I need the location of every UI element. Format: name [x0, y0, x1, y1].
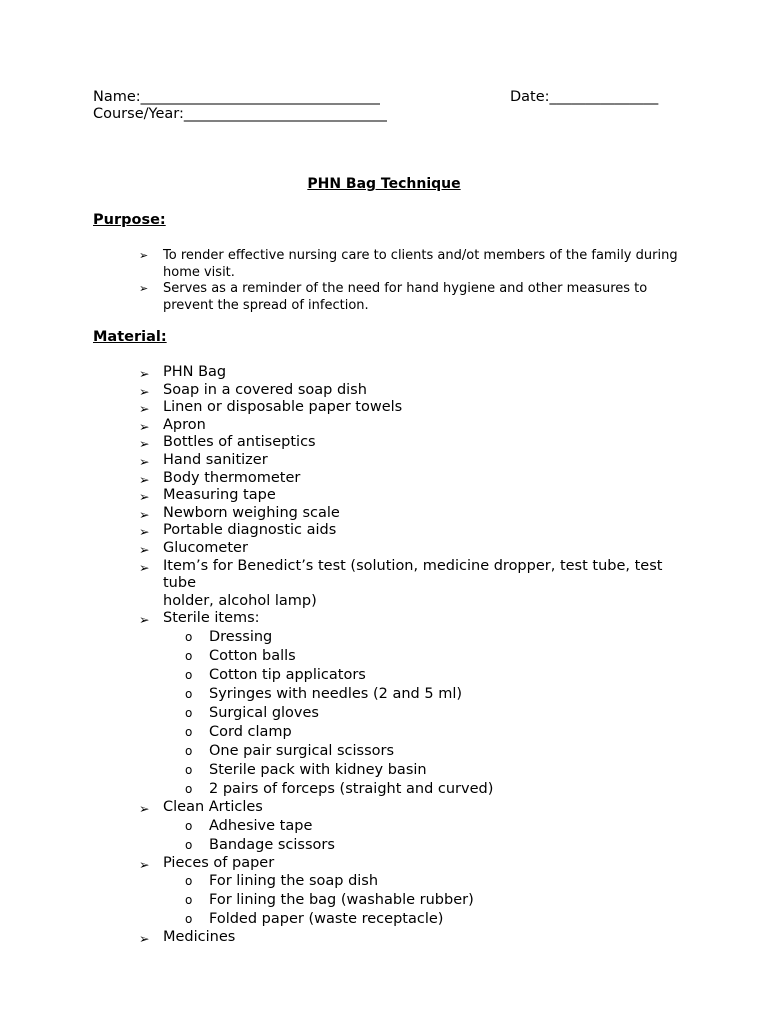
material-item-benedict [139, 558, 699, 611]
material-item [139, 452, 699, 470]
material-item-label: Portable diagnostic aids [163, 522, 337, 539]
circle-bullet-icon: o [185, 874, 193, 889]
circle-bullet-icon: o [185, 837, 193, 852]
sub-item [139, 742, 699, 761]
material-item-label: PHN Bag [163, 364, 227, 380]
arrow-bullet-icon: ➢ [139, 401, 150, 417]
material-item-label: Medicines [163, 929, 236, 946]
material-item-label: Body thermometer [163, 469, 301, 486]
arrow-bullet-icon: ➢ [139, 541, 150, 557]
circle-bullet-icon: o [185, 818, 193, 833]
material-item-label: Pieces of paper [163, 854, 275, 871]
sub-item [139, 628, 699, 647]
material-item [139, 487, 699, 505]
material-item [139, 364, 699, 382]
sub-item-label: For lining the soap dish [209, 873, 379, 890]
sub-item [139, 836, 699, 855]
purpose-item-text: Serves as a reminder of the need for hand hygiene and other measures to [163, 281, 648, 296]
arrow-bullet-icon: ➢ [139, 366, 150, 381]
material-item-label: Measuring tape [163, 487, 276, 504]
sub-item [139, 685, 699, 704]
material-item-label: Clean Articles [163, 798, 263, 815]
sub-item [139, 872, 699, 891]
circle-bullet-icon: o [185, 648, 193, 663]
arrow-bullet-icon: ➢ [139, 471, 150, 487]
arrow-bullet-icon: ➢ [139, 800, 150, 816]
sub-item [139, 817, 699, 836]
purpose-item-text: prevent the spread of infection. [163, 297, 369, 313]
arrow-bullet-icon: ➢ [139, 489, 150, 505]
circle-bullet-icon: o [185, 667, 193, 682]
circle-bullet-icon: o [185, 743, 193, 758]
material-heading: Material: [93, 329, 167, 345]
material-item-label: Bottles of antiseptics [163, 434, 316, 451]
circle-bullet-icon: o [185, 629, 193, 644]
sub-item [139, 780, 699, 799]
material-item [139, 540, 699, 558]
material-item [139, 434, 699, 452]
sub-item-label: Folded paper (waste receptacle) [209, 911, 444, 928]
material-item-label: Soap in a covered soap dish [163, 381, 367, 398]
circle-bullet-icon: o [185, 724, 193, 739]
material-item-sterile [139, 610, 699, 628]
sub-item-label: Sterile pack with kidney basin [209, 761, 427, 778]
sub-item [139, 647, 699, 666]
arrow-bullet-icon: ➢ [139, 856, 150, 872]
purpose-item-text: To render effective nursing care to clients and/ot members of the family during [163, 248, 678, 263]
sub-item-label: Adhesive tape [209, 817, 313, 834]
material-item [139, 470, 699, 488]
purpose-item [139, 281, 699, 314]
circle-bullet-icon: o [185, 893, 193, 908]
material-item-clean [139, 799, 699, 817]
circle-bullet-icon: o [185, 705, 193, 720]
material-item [139, 399, 699, 417]
arrow-bullet-icon: ➢ [139, 249, 149, 262]
arrow-bullet-icon: ➢ [139, 506, 150, 522]
name-field: Name:_________________________________ [93, 89, 380, 105]
arrow-bullet-icon: ➢ [139, 383, 150, 399]
material-item [139, 382, 699, 400]
material-item-label: Newborn weighing scale [163, 504, 340, 521]
circle-bullet-icon: o [185, 912, 193, 927]
material-list [139, 364, 699, 947]
sub-item-label: For lining the bag (washable rubber) [209, 892, 474, 909]
material-item-paper [139, 855, 699, 873]
material-item-label: Apron [163, 416, 206, 433]
material-item-label: Glucometer [163, 539, 248, 556]
course-year-field: Course/Year:____________________________ [93, 106, 387, 122]
sub-item-label: Surgical gloves [209, 704, 319, 721]
sub-item-label: 2 pairs of forceps (straight and curved) [209, 780, 494, 797]
material-item-label: holder, alcohol lamp) [163, 592, 317, 609]
sub-item-label: Cotton balls [209, 647, 296, 664]
material-item-label: Item’s for Benedict’s test (solution, medicine dropper, test tube, test tube [163, 557, 663, 592]
sub-item-label: One pair surgical scissors [209, 742, 395, 759]
sub-item-label: Dressing [209, 628, 273, 645]
arrow-bullet-icon: ➢ [139, 559, 150, 575]
material-item-medicines [139, 929, 699, 947]
sub-item-label: Cotton tip applicators [209, 666, 366, 683]
circle-bullet-icon: o [185, 781, 193, 796]
purpose-list [139, 248, 699, 314]
arrow-bullet-icon: ➢ [139, 453, 150, 469]
material-item-label: Linen or disposable paper towels [163, 399, 403, 416]
sub-item [139, 910, 699, 929]
circle-bullet-icon: o [185, 686, 193, 701]
sub-item-label: Cord clamp [209, 723, 292, 740]
sub-item [139, 891, 699, 910]
sub-item [139, 704, 699, 723]
purpose-item-text: home visit. [163, 264, 235, 280]
arrow-bullet-icon: ➢ [139, 612, 150, 628]
sub-item [139, 761, 699, 780]
arrow-bullet-icon: ➢ [139, 418, 150, 434]
document-title: PHN Bag Technique [307, 176, 461, 192]
date-field: Date:_______________ [510, 89, 659, 105]
arrow-bullet-icon: ➢ [139, 524, 150, 540]
purpose-item [139, 248, 699, 281]
sub-item-label: Bandage scissors [209, 836, 335, 853]
material-item [139, 522, 699, 540]
material-item-label: Sterile items: [163, 610, 260, 627]
arrow-bullet-icon: ➢ [139, 282, 149, 295]
sub-item-label: Syringes with needles (2 and 5 ml) [209, 685, 462, 702]
sub-item [139, 666, 699, 685]
arrow-bullet-icon: ➢ [139, 436, 150, 452]
material-item [139, 505, 699, 523]
purpose-heading: Purpose: [93, 212, 166, 228]
sub-item [139, 723, 699, 742]
arrow-bullet-icon: ➢ [139, 931, 150, 947]
material-item-label: Hand sanitizer [163, 451, 268, 468]
material-item [139, 417, 699, 435]
circle-bullet-icon: o [185, 762, 193, 777]
